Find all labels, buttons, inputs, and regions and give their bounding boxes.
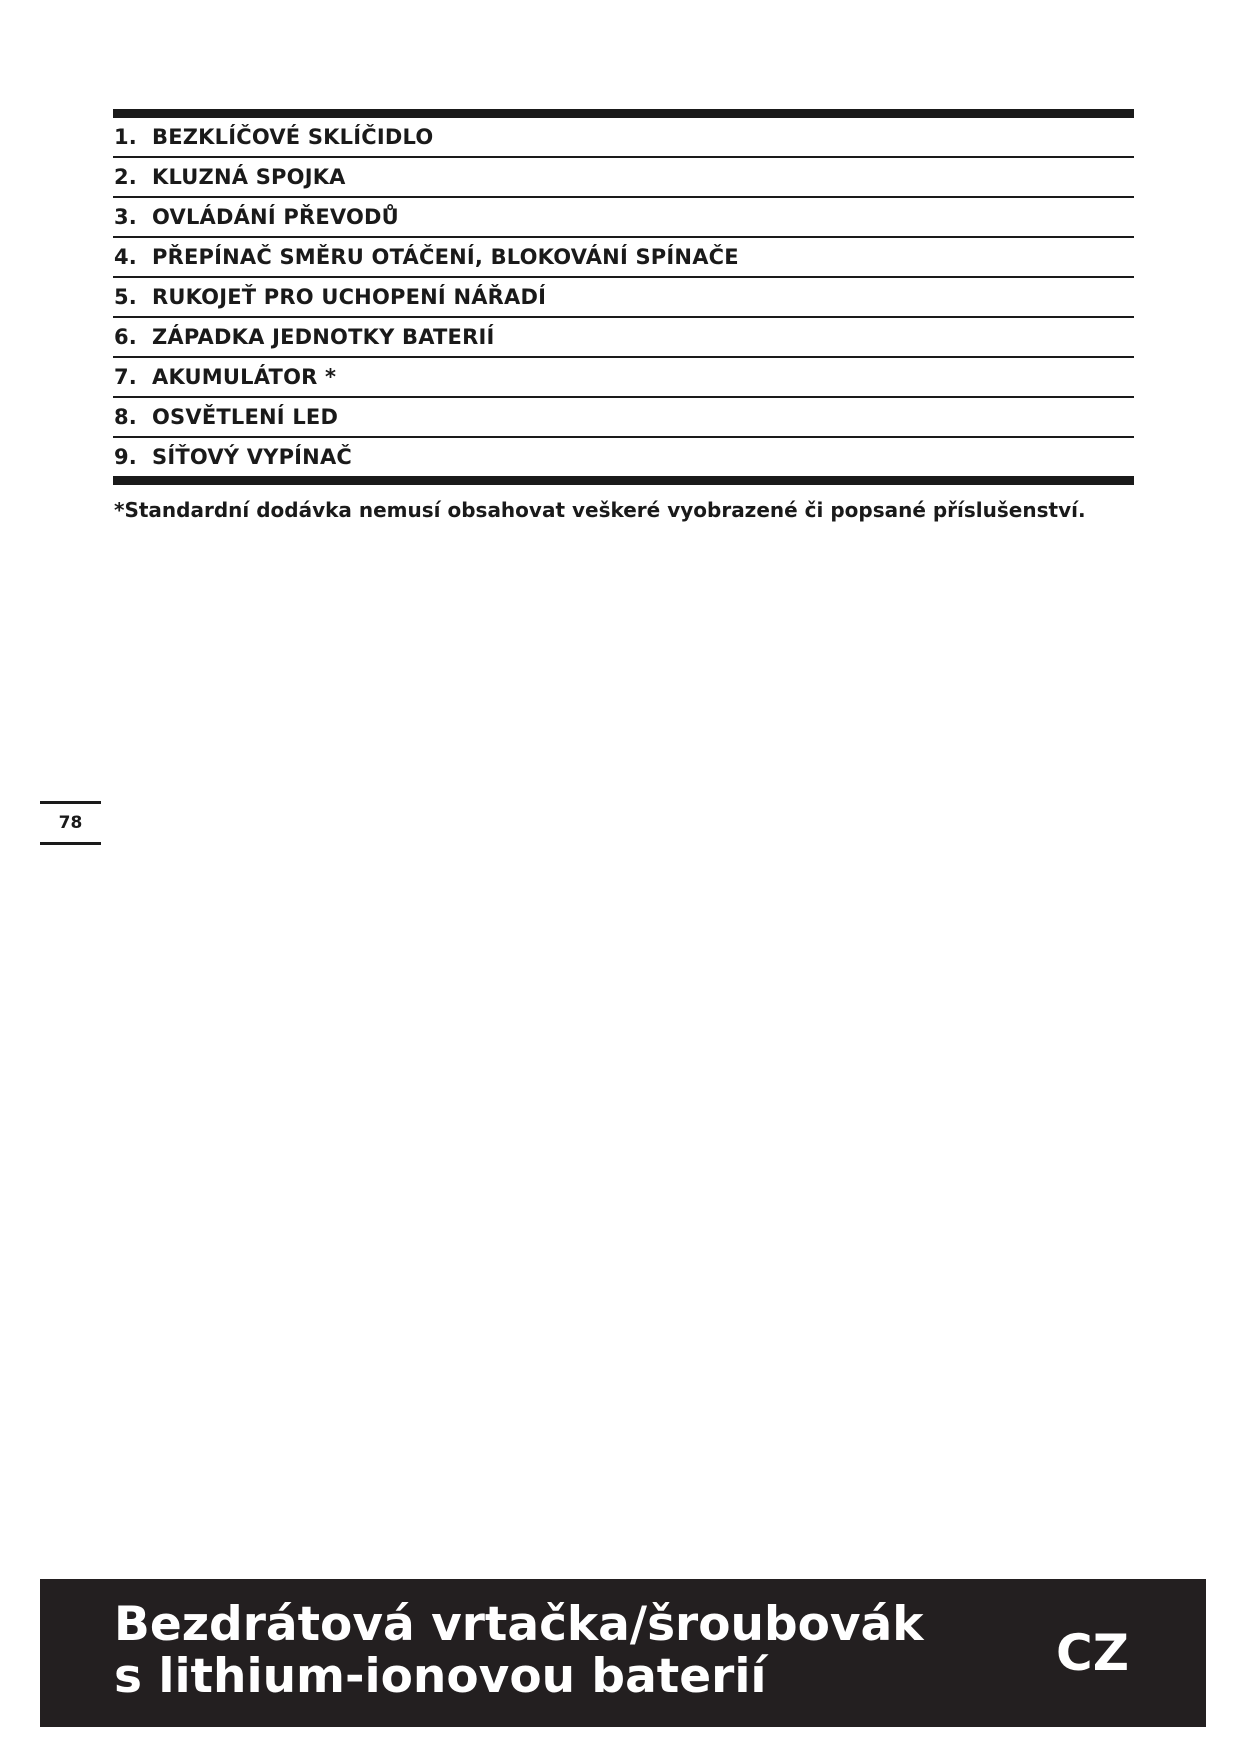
parts-list-item — [113, 198, 1134, 238]
item-label: OVLÁDÁNÍ PŘEVODŮ — [152, 205, 399, 229]
language-code: CZ — [1056, 1624, 1129, 1682]
item-number: 3. — [114, 205, 137, 229]
item-number: 9. — [114, 445, 137, 469]
parts-list-item — [113, 398, 1134, 438]
item-label: ZÁPADKA JEDNOTKY BATERIÍ — [152, 325, 495, 349]
parts-list-item — [113, 238, 1134, 278]
parts-list-item — [113, 118, 1134, 158]
manual-title — [114, 1599, 924, 1703]
item-label: AKUMULÁTOR * — [152, 365, 337, 389]
item-label: OSVĚTLENÍ LED — [152, 405, 339, 429]
manual-title-line-2: s lithium-ionovou baterií — [114, 1649, 767, 1704]
item-number: 7. — [114, 365, 137, 389]
item-number: 6. — [114, 325, 137, 349]
item-number: 2. — [114, 165, 137, 189]
item-number: 1. — [114, 125, 137, 149]
item-label: PŘEPÍNAČ SMĚRU OTÁČENÍ, BLOKOVÁNÍ SPÍNAČE — [152, 245, 739, 269]
parts-list-item — [113, 158, 1134, 198]
item-label: RUKOJEŤ PRO UCHOPENÍ NÁŘADÍ — [152, 285, 547, 309]
accessories-footnote: *Standardní dodávka nemusí obsahovat veškeré vyobrazené či popsané příslušenství. — [114, 498, 1086, 522]
parts-list-item — [113, 318, 1134, 358]
parts-list-item — [113, 278, 1134, 318]
item-label: BEZKLÍČOVÉ SKLÍČIDLO — [152, 125, 434, 149]
parts-list — [113, 109, 1134, 485]
title-banner — [40, 1579, 1206, 1727]
parts-list-item — [113, 358, 1134, 398]
item-number: 4. — [114, 245, 137, 269]
item-label: SÍŤOVÝ VYPÍNAČ — [152, 445, 353, 469]
item-number: 8. — [114, 405, 137, 429]
item-label: KLUZNÁ SPOJKA — [152, 165, 346, 189]
parts-list-item — [113, 438, 1134, 476]
manual-title-line-1: Bezdrátová vrtačka/šroubovák — [114, 1597, 924, 1652]
item-number: 5. — [114, 285, 137, 309]
page-number: 78 — [40, 801, 101, 845]
